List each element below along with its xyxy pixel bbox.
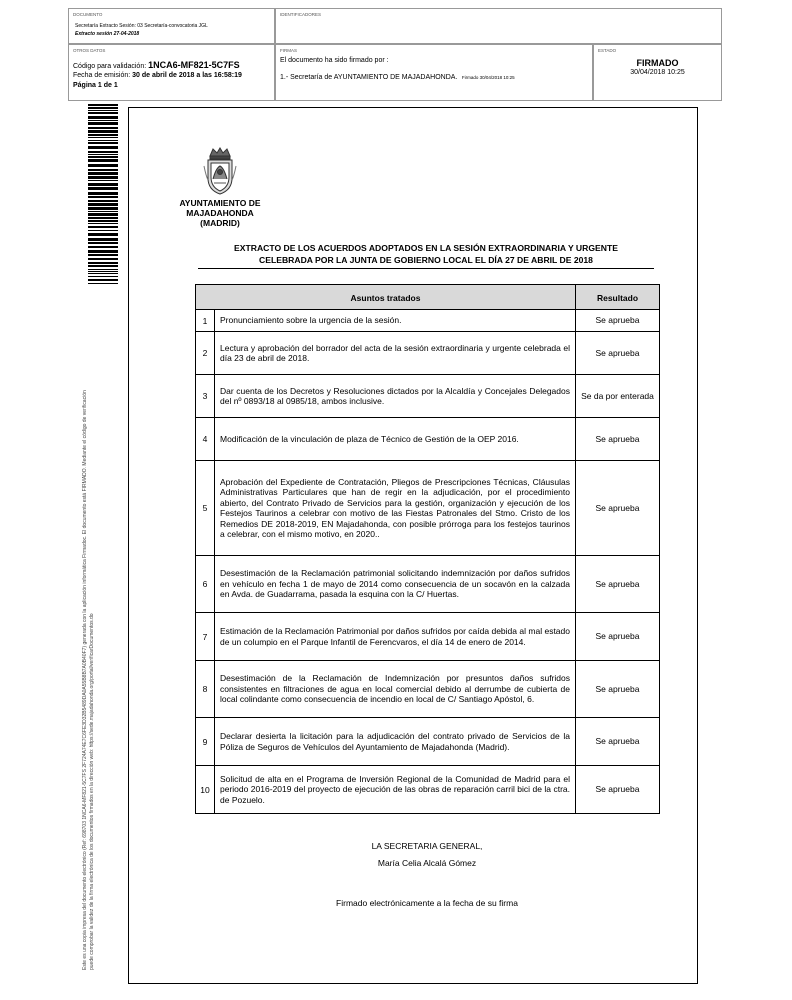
row-asunto: Declarar desierta la licitación para la adjudicación del contrato privado de Servicios de la Póliza de Seguros de Vehículos del Ayuntamiento de Majadahonda (Madrid). (215, 718, 576, 766)
header-documento-box (68, 8, 275, 44)
row-resultado: Se aprueba (576, 718, 660, 766)
header-documento-line2: Extracto sesión 27-04-2018 (75, 31, 140, 37)
row-number: 1 (196, 310, 215, 332)
row-number: 10 (196, 766, 215, 814)
org-line2: MAJADAHONDA (186, 208, 254, 218)
row-number: 9 (196, 718, 215, 766)
side-verification-text (82, 280, 96, 970)
table-row (196, 310, 660, 332)
emission-date-label: Fecha de emisión: (73, 72, 131, 79)
title-line1: EXTRACTO DE LOS ACUERDOS ADOPTADOS EN LA SESIÓN EXTRAORDINARIA Y URGENTE (234, 243, 618, 253)
row-number: 3 (196, 375, 215, 418)
validation-code-label: Código para validación: (73, 63, 147, 70)
signature-note: Firmado electrónicamente a la fecha de su firma (336, 898, 518, 908)
page-count: Página 1 de 1 (73, 82, 118, 89)
validation-code-line (73, 60, 240, 70)
row-resultado: Se aprueba (576, 661, 660, 718)
table-row (196, 332, 660, 375)
header-identificadores-box (275, 8, 722, 44)
row-number: 8 (196, 661, 215, 718)
row-asunto: Desestimación de la Reclamación patrimonial solicitando indemnización por daños sufridos en vehículo en fecha 1 de mayo de 2014 como consecuencia de un socavón en la calzada en Avda. de Guadarrama, pasada la esquina con la C/ Huertas. (215, 556, 576, 613)
signed-by-intro: El documento ha sido firmado por : (280, 57, 389, 64)
table-row (196, 718, 660, 766)
table-row (196, 375, 660, 418)
header-estado-label: ESTADO (598, 48, 617, 53)
table-row (196, 766, 660, 814)
header-firmas-box (275, 44, 593, 101)
table-body (196, 310, 660, 814)
coat-of-arms-logo (202, 146, 238, 196)
side-text-line1: Este es una copia impresa del documento electrónico (Ref: 698703 1NCA6-MF821-5C7FS 2F724A74E7C6FE3D32B5489DA0A55B8B7A0B40F7) generada con la aplicación informática Firmadoc. El documento está FIRMADO. Mediante el código de verificación (82, 390, 88, 970)
row-number: 4 (196, 418, 215, 461)
table-row (196, 418, 660, 461)
row-resultado: Se aprueba (576, 310, 660, 332)
emission-date: 30 de abril de 2018 a las 16:58:19 (132, 72, 242, 79)
header-identificadores-label: IDENTIFICADORES (280, 12, 322, 17)
emission-date-line (73, 72, 242, 79)
header-documento-label: DOCUMENTO (73, 12, 103, 17)
row-resultado: Se aprueba (576, 418, 660, 461)
signer-line (280, 66, 515, 84)
row-number: 5 (196, 461, 215, 556)
signature-name: María Celia Alcalá Gómez (377, 858, 477, 868)
org-line3: (MADRID) (200, 218, 240, 228)
table-row (196, 556, 660, 613)
header-otros-datos-box (68, 44, 275, 101)
table-row (196, 661, 660, 718)
row-resultado: Se aprueba (576, 613, 660, 661)
row-asunto: Modificación de la vinculación de plaza de Técnico de Gestión de la OEP 2016. (215, 418, 576, 461)
signer-name: 1.- Secretaría de AYUNTAMIENTO DE MAJADAHONDA. (280, 74, 458, 81)
row-asunto: Dar cuenta de los Decretos y Resoluciones dictados por la Alcaldía y Concejales Delegados del nº 0893/18 al 0985/18, ambos inclusive. (215, 375, 576, 418)
row-resultado: Se aprueba (576, 461, 660, 556)
row-resultado: Se aprueba (576, 556, 660, 613)
row-resultado: Se aprueba (576, 766, 660, 814)
header-firmas-label: FIRMAS (280, 48, 298, 53)
header-otros-label: OTROS DATOS (73, 48, 106, 53)
title-underline (198, 268, 654, 269)
agreements-table (195, 284, 660, 814)
validation-code: 1NCA6-MF821-5C7FS (148, 60, 240, 70)
table-row (196, 461, 660, 556)
status-date: 30/04/2018 10:25 (630, 69, 685, 76)
row-number: 6 (196, 556, 215, 613)
table-header-row (196, 285, 660, 310)
signature-role: LA SECRETARIA GENERAL, (371, 841, 483, 851)
row-number: 7 (196, 613, 215, 661)
header-asuntos: Asuntos tratados (196, 285, 576, 310)
row-number: 2 (196, 332, 215, 375)
row-asunto: Estimación de la Reclamación Patrimonial por daños sufridos por caída debida al mal estado de un columpio en el Parque Infantil de Ferencvaros, el día 14 de enero de 2014. (215, 613, 576, 661)
table-row (196, 613, 660, 661)
row-asunto: Aprobación del Expediente de Contratación, Pliegos de Prescripciones Técnicas, Cláusulas Administrativas Particulares que han de regir en la adjudicación, por el procedimiento abierto, del Contrato Privado de Servicios para la gestión, organización y ejecución de los Festejos Taurinos a celebrar con motivo de las Fiestas Patronales del Stmo. Cristo de los Remedios DE 2018-2019, EN Majadahonda, con posible prórroga para los festejos taurinos a celebrar, con el mismo motivo, en 2020.. (215, 461, 576, 556)
row-resultado: Se aprueba (576, 332, 660, 375)
header-resultado: Resultado (576, 285, 660, 310)
header-documento-line1: Secretaría Extracto Sesión: 03 Secretaría-convocatoria JGL (75, 23, 208, 29)
document-title (200, 242, 652, 266)
signer-date: Firmado 30/04/2018 10:25 (461, 75, 515, 80)
side-text-line2: puede comprobar la validez de la firma electrónica de los documentos firmados en la dirección web: https://sede.majadahonda.org/portal/verificarDocumentos.do (89, 613, 95, 970)
status-value: FIRMADO (636, 58, 679, 68)
row-asunto: Lectura y aprobación del borrador del acta de la sesión extraordinaria y urgente celebrada el día 23 de abril de 2018. (215, 332, 576, 375)
org-line1: AYUNTAMIENTO DE (179, 198, 261, 208)
organization-name (168, 198, 272, 228)
title-line2: CELEBRADA POR LA JUNTA DE GOBIERNO LOCAL EL DÍA 27 DE ABRIL DE 2018 (259, 255, 593, 265)
row-asunto: Solicitud de alta en el Programa de Inversión Regional de la Comunidad de Madrid para el periodo 2016-2019 del proyecto de ejecución de las obras de reparación carril bici de la ctra. de Pozuelo. (215, 766, 576, 814)
header-estado-box (593, 44, 722, 101)
row-asunto: Desestimación de la Reclamación de Indemnización por presuntos daños sufridos consistentes en filtraciones de agua en local comercial debido al derrumbe de cubierta de local colindante como consecuencia de incendio en local de C/ Santiago Apóstol, 6. (215, 661, 576, 718)
row-asunto: Pronunciamiento sobre la urgencia de la sesión. (215, 310, 576, 332)
barcode-image (88, 104, 118, 284)
row-resultado: Se da por enterada (576, 375, 660, 418)
